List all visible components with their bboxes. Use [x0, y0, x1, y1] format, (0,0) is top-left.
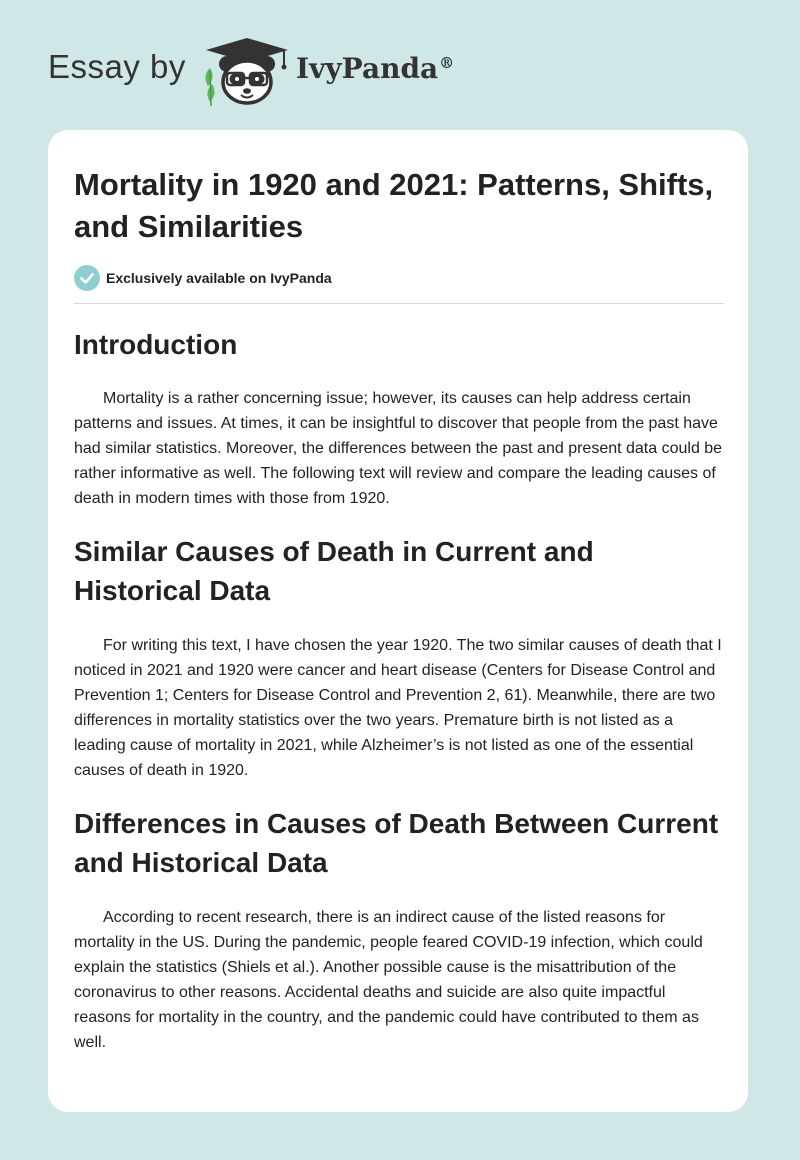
section-paragraph: For writing this text, I have chosen the year 1920. The two similar causes of death that I noticed in 2021 and 1920 were cancer and heart disease (Centers for Disease Control and Prevention 1; Centers for Disease Control and Prevention 2, 61). Meanwhile, there are two differences in mortality statistics over the two years. Premature birth is not listed as a leading cause of mortality in 2021, while Alzheimer’s is not listed as one of the essential causes of death in 1920. [74, 637, 722, 779]
registered-mark: ® [439, 54, 455, 72]
section-introduction [74, 325, 724, 511]
availability-text: Exclusively available on IvyPanda [106, 270, 332, 286]
essay-card [48, 130, 748, 1112]
availability-badge [74, 265, 724, 291]
site-header [48, 36, 648, 116]
section-heading: Similar Causes of Death in Current and Historical Data [74, 536, 594, 606]
brand-name[interactable] [296, 52, 454, 85]
section-heading: Differences in Causes of Death Between Current and Historical Data [74, 808, 719, 878]
section-paragraph: According to recent research, there is an indirect cause of the listed reasons for mortality in the US. During the pandemic, people feared COVID-19 infection, which could explain the statistics (Shiels et al.). Another possible cause is the misattribution of the coronavirus to other reasons. Accidental deaths and suicide are also quite impactful reasons for mortality in the country, and the pandemic could have contributed to them as well. [74, 909, 703, 1051]
section-heading: Introduction [74, 329, 238, 360]
essay-content [74, 164, 724, 1055]
section-paragraph: Mortality is a rather concerning issue; however, its causes can help address certain patterns and issues. At times, it can be insightful to discover that people from the past have had similar statistics. Moreover, the differences between the past and present data could be rather informative as well. The following text will review and compare the leading causes of death in modern times with those from 1920. [74, 390, 723, 507]
page-title: Mortality in 1920 and 2021: Patterns, Shifts, and Similarities [74, 167, 714, 244]
title-divider [74, 303, 724, 304]
section-differences [74, 804, 724, 1055]
essay-by-label: Essay by [48, 48, 186, 85]
section-similar-causes [74, 532, 724, 783]
check-circle-icon [74, 265, 100, 291]
brand-name-text: IvyPanda [296, 52, 439, 85]
panda-graduate-logo-icon[interactable] [200, 36, 294, 108]
